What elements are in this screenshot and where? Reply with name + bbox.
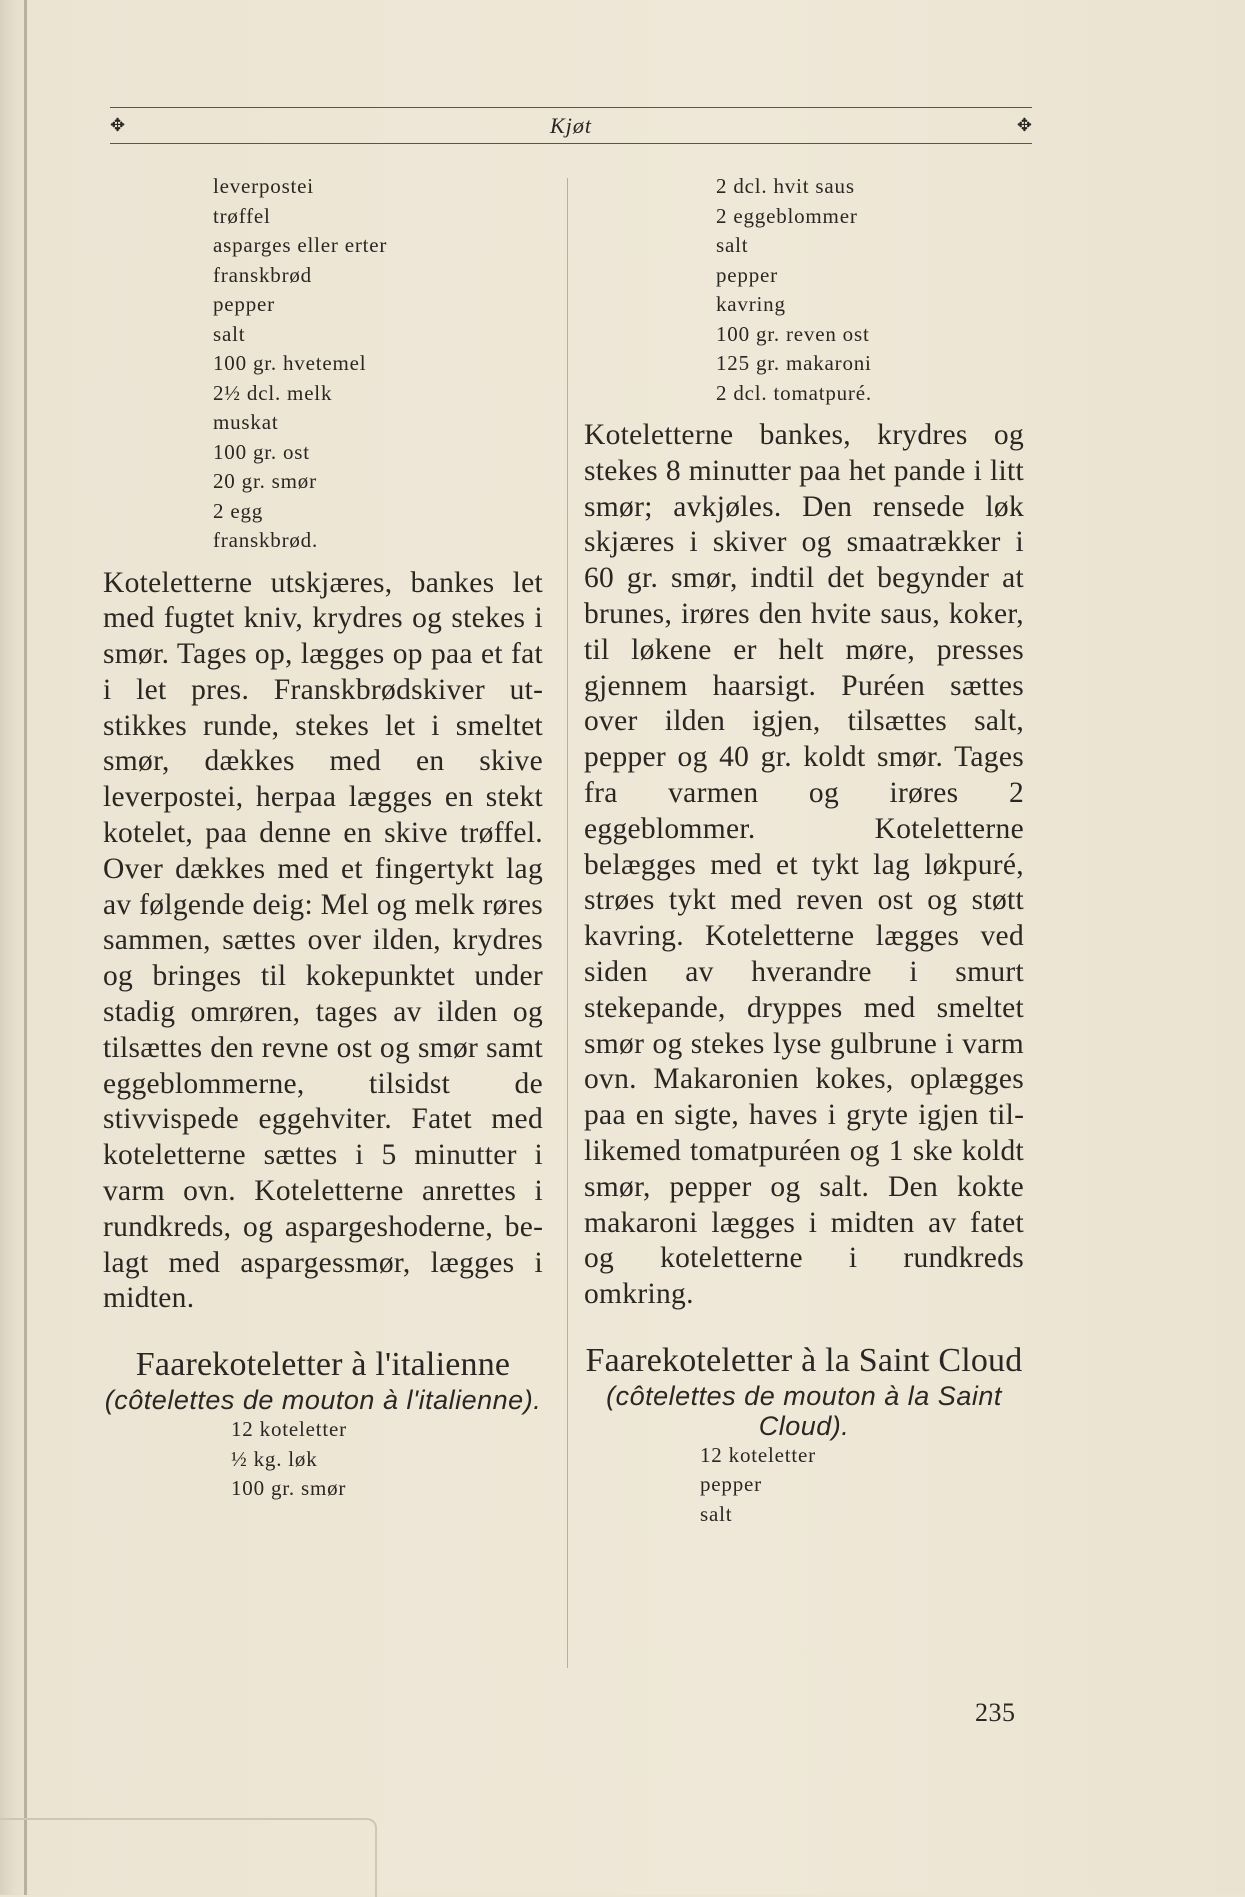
ingredient-item: 12 koteletter (231, 1417, 347, 1442)
ingredient-item: 100 gr. hvetemel (213, 351, 367, 375)
running-header (110, 107, 1032, 145)
scan-corner-outline (0, 1818, 377, 1897)
ingredient-item: 20 gr. smør (213, 469, 317, 493)
ingredient-item: salt (213, 321, 246, 346)
ingredient-item: 100 gr. ost (213, 439, 310, 464)
ingredient-item: 2 egg (213, 498, 264, 523)
ingredient-item: asparges eller erter (213, 233, 388, 257)
ornament-right-icon: ✥ (1016, 115, 1032, 135)
ingredient-item: pepper (700, 1472, 762, 1497)
ingredient-item: 12 koteletter (700, 1442, 816, 1467)
ingredient-item: kavring (716, 292, 786, 316)
ingredient-item: trøffel (213, 203, 271, 228)
recipe-subtitle: (côtelettes de mouton à la Saint Cloud). (606, 1380, 1002, 1441)
ingredient-item: pepper (716, 262, 778, 287)
ingredient-item: salt (716, 233, 749, 257)
section-title: Kjøt (550, 113, 592, 138)
page-number: 235 (975, 1698, 1016, 1727)
ingredient-item: franskbrød. (213, 528, 319, 552)
ingredient-item: leverpostei (213, 174, 314, 198)
ingredient-item: 100 gr. smør (231, 1476, 347, 1501)
recipe-instructions: Koteletterne utskjæres, bankes let med fugtet kniv, krydres og stekes i smør. Tages op, lægges op paa et fat i let pres. Franskbrødskiver utstikkes runde, stekes let i smeltet smør, dækkes med en skive leverpostei, herpaa lægges en stekt kotelet, paa denne en skive trøffel. Over dækkes med et fingertykt lag av følgende deig: Mel og melk røres sammen, sættes over ilden, krydres og bringes til kokepunktet under stadig omrøren, tages av ilden og tilsættes den revne ost og smør samt eggeblommerne, tilsidst de stivvispede eggehviter. Fatet med koteletterne sættes i 5 minutter i varm ovn. Koteletterne anrettes i rundkreds, og aspargeshoderne, belagt med aspargessmør, lægges i midten. (103, 566, 543, 1315)
book-binding-edge (24, 0, 27, 1895)
ingredient-list (716, 172, 1024, 408)
ingredient-item: muskat (213, 410, 279, 434)
ingredient-item: 2 dcl. hvit saus (716, 174, 855, 198)
ingredient-item: franskbrød (213, 262, 312, 287)
recipe-title: Faarekoteletter à la Saint Cloud (585, 1341, 1023, 1379)
ornament-left-icon: ✥ (110, 115, 126, 135)
ingredient-list (700, 1441, 1024, 1530)
ingredient-item: pepper (213, 292, 275, 316)
ingredient-item: 100 gr. reven ost (716, 321, 870, 346)
recipe-title: Faarekoteletter à l'italienne (135, 1346, 511, 1384)
header-top-rule (110, 107, 1032, 108)
recipe-instructions: Koteletterne bankes, krydres og stekes 8 minutter paa het pande i litt smør; avkjøles. Den rensede løk skjæres i skiver og smaatrækker i 60 gr. smør, indtil det begynder at brunes, irøres den hvite saus, koker, til løkene er helt møre, presses gjennem haarsigt. Puréen sættes over ilden igjen, tilsættes salt, pepper og 40 gr. koldt smør. Tages fra varmen og irøres 2 eggeblommer. Koteletterne belægges med et tykt lag løkpuré, strøes tykt med reven ost og støtt kavring. Koteletterne lægges ved siden av hverandre i smurt stekepande, dryppes med smeltet smør og stekes lyse gulbrune i varm ovn. Makaronien kokes, oplægges paa en sigte, haves i gryte igjen tillikemed tomatpuréen og 1 ske koldt smør, pepper og salt. Den kokte makaroni lægges i midten av fatet og koteletterne i rundkreds omkring. (584, 419, 1024, 1311)
header-bottom-rule (110, 143, 1032, 144)
ingredient-item: salt (700, 1501, 733, 1526)
column-divider (567, 178, 568, 1668)
left-column (103, 172, 543, 1504)
ingredient-item: ½ kg. løk (231, 1446, 318, 1471)
ingredient-item: 2 eggeblommer (716, 203, 858, 228)
ingredient-item: 2½ dcl. melk (213, 380, 333, 405)
ingredient-list (213, 172, 543, 556)
recipe-subtitle: (côtelettes de mouton à l'italienne). (104, 1385, 542, 1416)
ingredient-list (231, 1415, 543, 1504)
ingredient-item: 2 dcl. tomatpuré. (716, 380, 872, 405)
right-column (584, 172, 1024, 1529)
ingredient-item: 125 gr. makaroni (716, 351, 872, 375)
